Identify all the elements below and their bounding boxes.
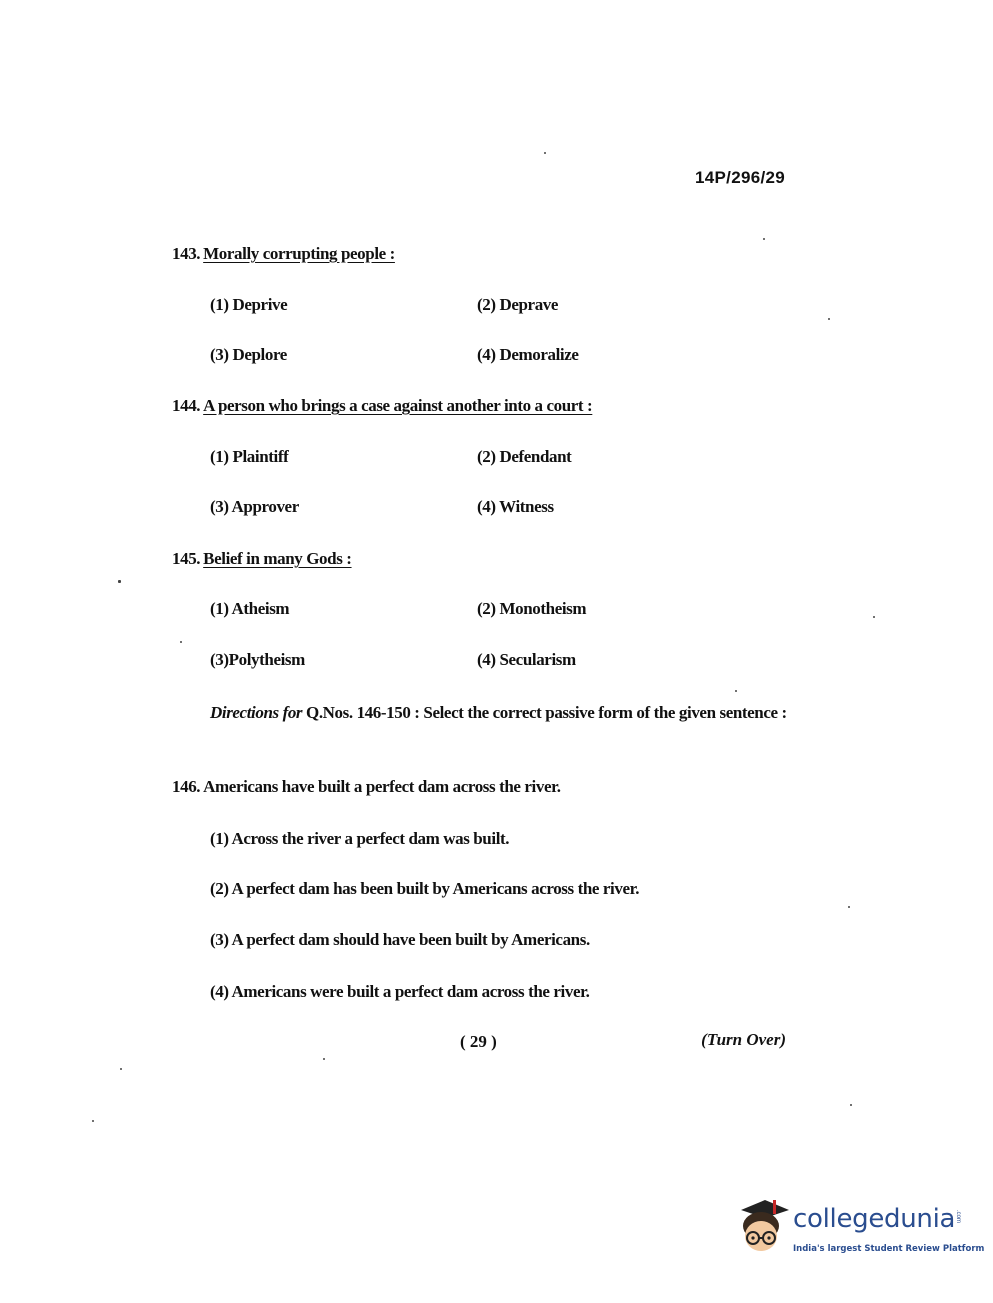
question-number: 146. xyxy=(172,777,201,796)
option-145-4: (4) Secularism xyxy=(477,650,576,669)
question-143 xyxy=(172,244,395,264)
option-144-1: (1) Plaintiff xyxy=(210,447,289,466)
question-number: 144. xyxy=(172,396,201,415)
mascot-icon xyxy=(735,1196,793,1258)
option-145-2: (2) Monotheism xyxy=(477,599,587,618)
option-145-3: (3)Polytheism xyxy=(210,650,305,669)
question-stem: Morally corrupting people : xyxy=(203,244,395,263)
question-number: 145. xyxy=(172,549,201,568)
turn-over-note: (Turn Over) xyxy=(701,1030,786,1049)
scan-speck xyxy=(92,1120,94,1122)
scan-speck xyxy=(544,152,546,154)
scan-speck xyxy=(118,580,121,583)
directions-text: Q.Nos. 146-150 : Select the correct passive form of the given sentence : xyxy=(302,703,787,722)
option-143-3: (3) Deplore xyxy=(210,345,287,364)
collegedunia-logo xyxy=(735,1196,985,1266)
option-146-2: (2) A perfect dam has been built by Americans across the river. xyxy=(210,879,640,898)
question-number: 143. xyxy=(172,244,201,263)
option-144-2: (2) Defendant xyxy=(477,447,572,466)
paper-code: 14P/296/29 xyxy=(695,168,785,187)
directions-lead: Directions for xyxy=(210,703,303,722)
logo-wordmark: collegedunia xyxy=(793,1204,956,1234)
option-144-4: (4) Witness xyxy=(477,497,554,516)
option-146-1: (1) Across the river a perfect dam was built. xyxy=(210,829,510,848)
option-145-1: (1) Atheism xyxy=(210,599,290,618)
scan-speck xyxy=(873,616,875,618)
logo-tagline: India's largest Student Review Platform xyxy=(793,1244,985,1254)
option-146-4: (4) Americans were built a perfect dam across the river. xyxy=(210,982,590,1001)
scan-speck xyxy=(180,641,182,643)
question-stem: A person who brings a case against another into a court : xyxy=(203,396,593,415)
scan-speck xyxy=(120,1068,122,1070)
option-143-1: (1) Deprive xyxy=(210,295,288,314)
scan-speck xyxy=(323,1058,325,1060)
scan-speck xyxy=(850,1104,852,1106)
scan-speck xyxy=(848,906,850,908)
scan-speck xyxy=(763,238,765,240)
question-stem: Americans have built a perfect dam across the river. xyxy=(203,777,561,796)
directions-block xyxy=(210,698,790,728)
logo-suffix: .com xyxy=(955,1210,961,1224)
question-stem: Belief in many Gods : xyxy=(203,549,352,568)
question-146 xyxy=(172,777,561,797)
question-145 xyxy=(172,549,352,569)
page-number: ( 29 ) xyxy=(460,1032,497,1051)
option-146-3: (3) A perfect dam should have been built by Americans. xyxy=(210,930,590,949)
question-144 xyxy=(172,396,592,416)
option-143-4: (4) Demoralize xyxy=(477,345,579,364)
option-143-2: (2) Deprave xyxy=(477,295,559,314)
scan-speck xyxy=(735,690,737,692)
option-144-3: (3) Approver xyxy=(210,497,299,516)
scan-speck xyxy=(828,318,830,320)
